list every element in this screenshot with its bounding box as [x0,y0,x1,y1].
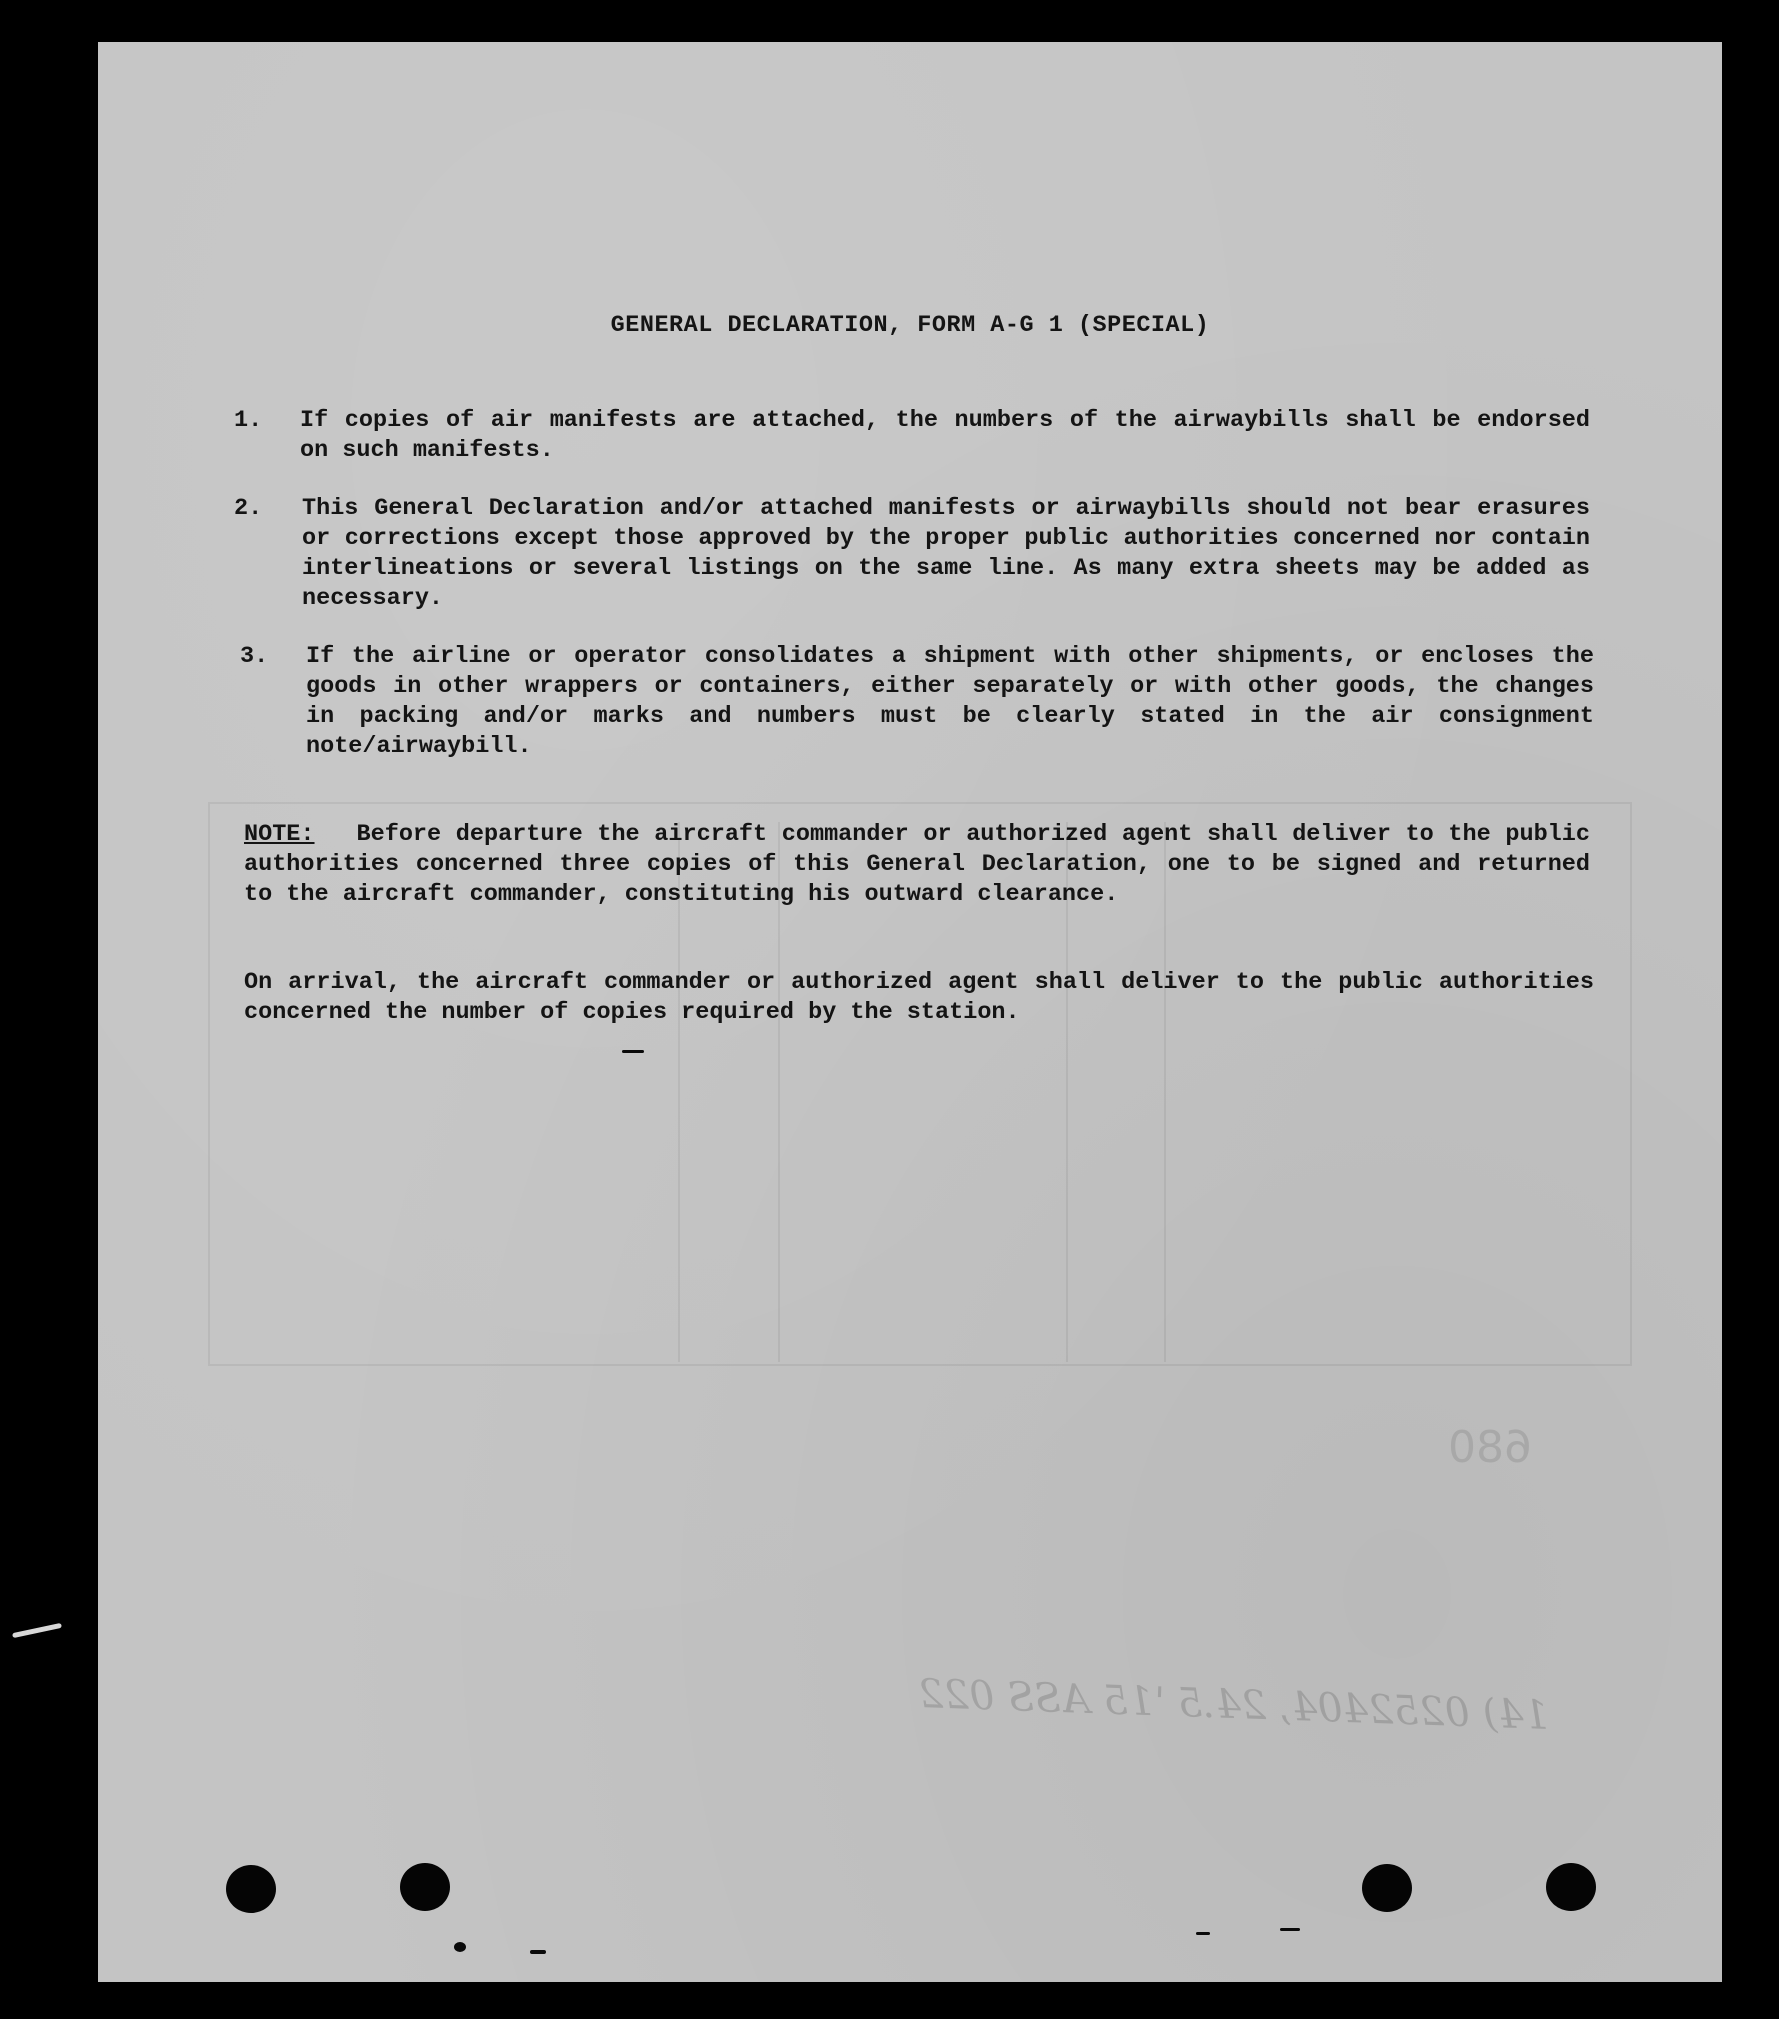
punch-hole [226,1865,276,1913]
document-page [98,42,1722,1982]
ink-speck [1196,1932,1210,1935]
ink-speck [622,1050,644,1053]
punch-hole [1362,1864,1412,1912]
show-through-number: 680 [1448,1422,1532,1473]
instruction-item-3 [240,642,1594,762]
item-text: If the airline or operator consolidates a shipment with other shipments, or encloses the goods in other wrappers or containers, either separately or with other goods, the changes in packing and/or marks and numbers must be clearly stated in the air consignment note/airwaybill. [306,643,1594,760]
note-label: NOTE: [244,821,315,848]
item-number: 1. [234,407,263,434]
ink-speck [1280,1928,1300,1931]
item-number: 2. [234,495,263,522]
item-text: This General Declaration and/or attached manifests or airwaybills should not bear erasures or corrections except those approved by the proper public authorities concerned nor contain interlineations or several listings on the same line. As many extra sheets may be added as necessary. [302,495,1590,612]
edge-mark [12,1623,62,1638]
punch-hole [400,1863,450,1911]
ink-speck [454,1942,466,1952]
document-title: GENERAL DECLARATION, FORM A-G 1 (SPECIAL) [610,312,1210,339]
note-text: Before departure the aircraft commander or authorized agent shall deliver to the public authorities concerned three copies of this General Declaration, one to be signed and returned to the aircraft commander, constituting his outward clearance. [244,821,1590,908]
ink-speck [530,1950,546,1954]
item-text: If copies of air manifests are attached, the numbers of the airwaybills shall be endorsed on such manifests. [300,407,1590,464]
show-through-handwriting: 14) 0252404, 24.5 '15 ASS 022 [917,1670,1550,1740]
item-number: 3. [240,643,269,670]
note-paragraph [244,820,1590,910]
instruction-item-1 [234,406,1590,466]
instruction-item-2 [234,494,1590,614]
arrival-paragraph: On arrival, the aircraft commander or authorized agent shall deliver to the public authorities concerned the number of copies required by the station. [244,969,1594,1026]
punch-hole [1546,1863,1596,1911]
